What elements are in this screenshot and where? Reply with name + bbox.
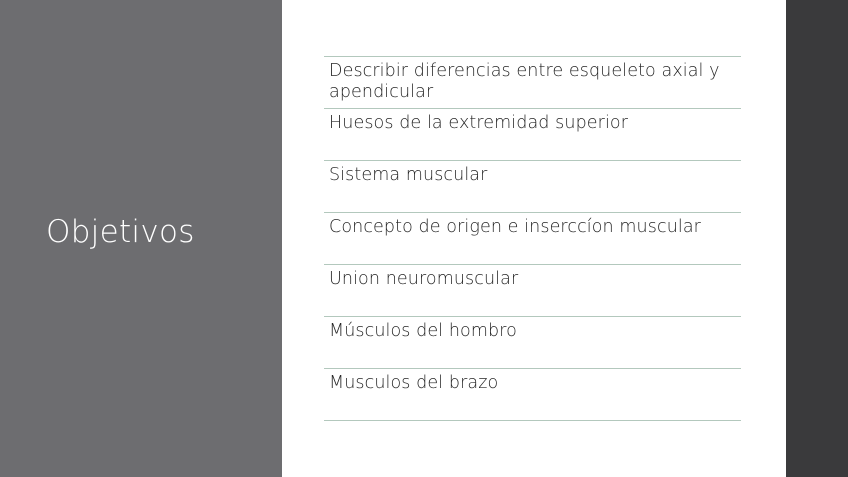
objective-item xyxy=(324,160,741,212)
objective-text: Musculos del brazo xyxy=(329,373,499,393)
objective-item xyxy=(324,108,741,160)
objective-item xyxy=(324,264,741,316)
list-bottom-divider xyxy=(324,420,741,421)
objective-item xyxy=(324,56,741,108)
objective-text: Huesos de la extremidad superior xyxy=(329,113,629,133)
objective-text: Describir diferencias entre esqueleto axial y apendicular xyxy=(329,61,720,102)
objective-text: Union neuromuscular xyxy=(329,269,519,289)
title-panel xyxy=(0,0,282,477)
objective-item xyxy=(324,316,741,368)
objectives-list xyxy=(324,56,741,421)
objective-text: Músculos del hombro xyxy=(329,321,517,341)
objective-text: Concepto de origen e inserccíon muscular xyxy=(329,217,701,237)
objective-item xyxy=(324,368,741,420)
side-accent-bar xyxy=(786,0,848,477)
objective-item xyxy=(324,212,741,264)
slide-title: Objetivos xyxy=(46,214,195,250)
objective-text: Sistema muscular xyxy=(329,165,488,185)
